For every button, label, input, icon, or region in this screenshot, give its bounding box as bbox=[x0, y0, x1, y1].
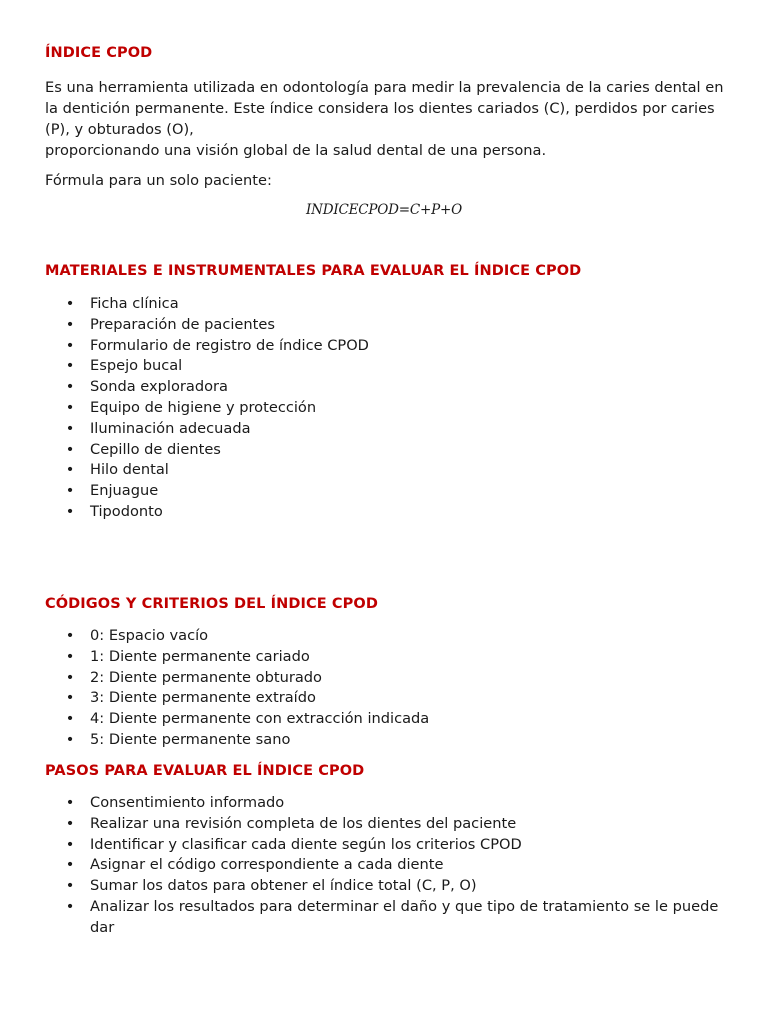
list-item bbox=[64, 897, 744, 939]
list-item-text: 5: Diente permanente sano bbox=[90, 730, 291, 748]
list-item bbox=[64, 336, 744, 357]
list-item bbox=[64, 814, 744, 835]
list-item bbox=[64, 709, 744, 730]
steps-list bbox=[64, 793, 744, 939]
list-item bbox=[64, 626, 744, 647]
intro-paragraph-line: Es una herramienta utilizada en odontología para medir la prevalencia de la caries dental en la dentición permanente. Este índice considera los dientes cariados (C), perdidos por caries (P), y obturados (O), bbox=[45, 79, 724, 138]
bullet-icon: • bbox=[65, 398, 75, 416]
list-item-text: Tipodonto bbox=[90, 502, 163, 520]
bullet-icon: • bbox=[65, 295, 75, 312]
list-item bbox=[64, 481, 744, 502]
formula-equation: INDICECPOD=C+P+O bbox=[305, 202, 462, 218]
list-item-text: Equipo de higiene y protección bbox=[90, 398, 317, 416]
list-item-text: Preparación de pacientes bbox=[90, 315, 275, 333]
list-item-text: Identificar y clasificar cada diente según los criterios CPOD bbox=[90, 835, 522, 853]
bullet-icon: • bbox=[65, 502, 75, 520]
list-item bbox=[64, 647, 744, 668]
list-item-text: 3: Diente permanente extraído bbox=[90, 689, 316, 707]
list-item-text: 0: Espacio vacío bbox=[90, 627, 209, 644]
list-item-text: Consentimiento informado bbox=[90, 794, 285, 811]
codes-list bbox=[64, 626, 744, 751]
bullet-icon: • bbox=[65, 814, 75, 832]
list-item bbox=[64, 668, 744, 689]
section-title-indice-cpod: ÍNDICE CPOD bbox=[45, 45, 153, 61]
bullet-icon: • bbox=[65, 336, 75, 354]
bullet-icon: • bbox=[65, 315, 75, 333]
list-item-text: 1: Diente permanente cariado bbox=[90, 647, 310, 665]
bullet-icon: • bbox=[65, 419, 75, 437]
list-item bbox=[64, 377, 744, 398]
bullet-icon: • bbox=[65, 378, 75, 396]
list-item bbox=[64, 793, 744, 814]
intro-paragraph-line: proporcionando una visión global de la salud dental de una persona. bbox=[45, 142, 547, 159]
bullet-icon: • bbox=[65, 627, 75, 644]
list-item bbox=[64, 460, 744, 481]
list-item bbox=[64, 835, 744, 856]
list-item-text: Formulario de registro de índice CPOD bbox=[90, 336, 369, 354]
list-item-text: Cepillo de dientes bbox=[90, 440, 221, 458]
list-item bbox=[64, 876, 744, 897]
list-item bbox=[64, 440, 744, 461]
list-item-text: Realizar una revisión completa de los dientes del paciente bbox=[90, 814, 517, 832]
section-title-pasos: PASOS PARA EVALUAR EL ÍNDICE CPOD bbox=[45, 763, 365, 779]
list-item-text: Sumar los datos para obtener el índice total (C, P, O) bbox=[90, 877, 477, 895]
list-item-text: 2: Diente permanente obturado bbox=[90, 668, 322, 686]
list-item-text: Sonda exploradora bbox=[90, 378, 228, 396]
list-item-text: Ficha clínica bbox=[90, 295, 179, 312]
list-item-text: Espejo bucal bbox=[90, 357, 183, 375]
section-title-materiales: MATERIALES E INSTRUMENTALES PARA EVALUAR EL ÍNDICE CPOD bbox=[45, 263, 582, 279]
bullet-icon: • bbox=[65, 461, 75, 479]
intro-paragraph bbox=[45, 77, 735, 161]
formula-intro: Fórmula para un solo paciente: bbox=[45, 172, 272, 189]
bullet-icon: • bbox=[65, 482, 75, 500]
list-item bbox=[64, 315, 744, 336]
list-item-text: Enjuague bbox=[90, 482, 159, 500]
bullet-icon: • bbox=[65, 897, 75, 915]
bullet-icon: • bbox=[65, 647, 75, 665]
list-item-text: 4: Diente permanente con extracción indicada bbox=[90, 710, 430, 728]
bullet-icon: • bbox=[65, 689, 75, 707]
list-item bbox=[64, 730, 744, 751]
bullet-icon: • bbox=[65, 730, 75, 748]
materials-list bbox=[64, 294, 744, 523]
bullet-icon: • bbox=[65, 357, 75, 375]
list-item bbox=[64, 356, 744, 377]
section-title-codigos: CÓDIGOS Y CRITERIOS DEL ÍNDICE CPOD bbox=[45, 596, 378, 612]
list-item bbox=[64, 502, 744, 523]
bullet-icon: • bbox=[65, 835, 75, 853]
bullet-icon: • bbox=[65, 856, 75, 874]
list-item-text: Iluminación adecuada bbox=[90, 419, 251, 437]
list-item bbox=[64, 398, 744, 419]
list-item-text: Analizar los resultados para determinar el daño y que tipo de tratamiento se le puede dar bbox=[90, 897, 719, 936]
list-item-text: Asignar el código correspondiente a cada diente bbox=[90, 856, 444, 874]
bullet-icon: • bbox=[65, 668, 75, 686]
list-item bbox=[64, 419, 744, 440]
bullet-icon: • bbox=[65, 440, 75, 458]
bullet-icon: • bbox=[65, 794, 75, 811]
list-item-text: Hilo dental bbox=[90, 461, 169, 479]
bullet-icon: • bbox=[65, 877, 75, 895]
list-item bbox=[64, 688, 744, 709]
list-item bbox=[64, 855, 744, 876]
list-item bbox=[64, 294, 744, 315]
bullet-icon: • bbox=[65, 710, 75, 728]
